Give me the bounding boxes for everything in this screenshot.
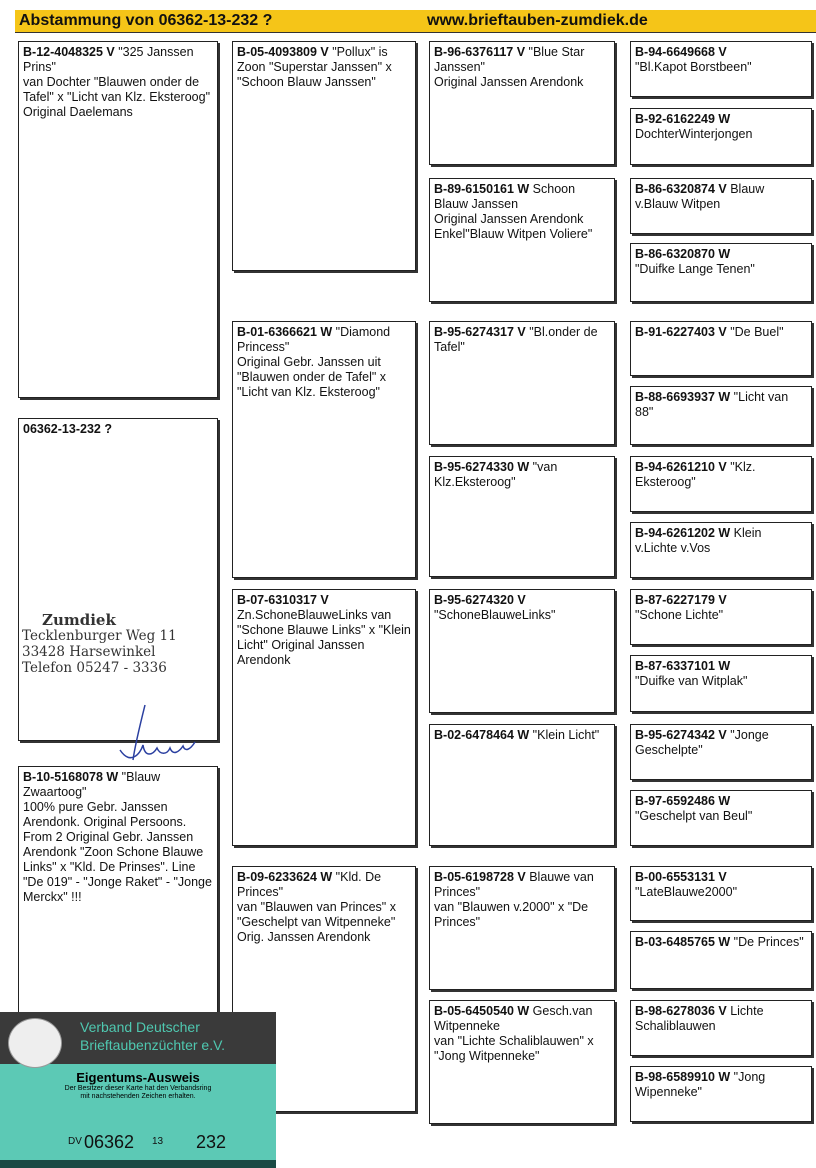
breeder-address	[22, 612, 177, 676]
pedigree-box	[630, 931, 812, 989]
pigeon-description: "SchoneBlauweLinks"	[434, 608, 556, 622]
pigeon-description: "Diamond Princess" Original Gebr. Janssen uit "Blauwen onder de Tafel" x "Licht van Klz. Eksteroog"	[237, 325, 391, 399]
pigeon-description: "van Klz.Eksteroog"	[434, 460, 558, 489]
breeder-street: Tecklenburger Weg 11	[22, 628, 177, 644]
pedigree-box	[630, 243, 812, 302]
card-club: 06362	[84, 1132, 135, 1152]
ring-number: B-95-6274317 V	[434, 325, 526, 339]
pedigree-box	[630, 108, 812, 165]
ring-number: B-02-6478464 W	[434, 728, 530, 742]
breeder-city: 33428 Harsewinkel	[22, 644, 156, 660]
pedigree-box	[429, 866, 615, 990]
ring-number: 06362-13-232 ?	[23, 422, 112, 436]
ring-number: B-12-4048325 V	[23, 45, 115, 59]
pigeon-description: "Duifke van Witplak"	[635, 674, 748, 688]
card-year: 13	[152, 1136, 164, 1147]
pigeon-description: Blauw v.Blauw Witpen	[635, 182, 765, 211]
website-link[interactable]: www.brieftauben-zumdiek.de	[427, 12, 648, 29]
pedigree-box	[630, 724, 812, 780]
breeder-phone: Telefon 05247 - 3336	[22, 660, 167, 676]
pedigree-box	[18, 41, 218, 398]
ring-number: B-94-6261202 W	[635, 526, 731, 540]
pigeon-description: "LateBlauwe2000"	[635, 885, 738, 899]
pedigree-box	[630, 589, 812, 645]
ring-number: B-92-6162249 W	[635, 112, 731, 126]
ring-number: B-05-6450540 W	[434, 1004, 530, 1018]
card-number: 232	[196, 1132, 227, 1152]
pigeon-description: "Licht van 88"	[635, 390, 789, 419]
breeder-name: Zumdiek	[42, 611, 116, 629]
pigeon-description: "Schone Lichte"	[635, 608, 724, 622]
pigeon-description: "Duifke Lange Tenen"	[635, 262, 755, 276]
ring-number: B-95-6274342 V	[635, 728, 727, 742]
ring-number: B-97-6592486 W	[635, 794, 731, 808]
pigeon-description: "Klein Licht"	[529, 728, 600, 742]
pedigree-box	[630, 655, 812, 712]
pigeon-description: "Geschelpt van Beul"	[635, 809, 753, 823]
ring-number: B-10-5168078 W	[23, 770, 119, 784]
pigeon-description: "Blauw Zwaartoog" 100% pure Gebr. Janssen Arendonk. Original Persoons. From 2 Original Gebr. Janssen Arendonk "Zoon Schone Blauwe Links" x "Kld. De Prinses". Line "De 019" - "Jonge Raket" - "Jonge Merckx" !!!	[23, 770, 212, 904]
pigeon-description: "Bl.onder de Tafel"	[434, 325, 598, 354]
ring-number: B-89-6150161 W	[434, 182, 530, 196]
pigeon-description: "Bl.Kapot Borstbeen"	[635, 60, 752, 74]
pedigree-box	[429, 41, 615, 165]
ring-number: B-86-6320870 W	[635, 247, 731, 261]
ring-number: B-09-6233624 W	[237, 870, 333, 884]
pigeon-description: "Jong Wipenneke"	[635, 1070, 766, 1099]
pedigree-box	[232, 589, 416, 846]
pigeon-description: "Kld. De Princes" van "Blauwen van Princes" x "Geschelpt van Witpenneke" Orig. Janssen Arendonk	[237, 870, 396, 944]
pedigree-box	[630, 386, 812, 445]
ring-number: B-96-6376117 V	[434, 45, 526, 59]
pigeon-description: "De Buel"	[726, 325, 784, 339]
ring-number: B-95-6274330 W	[434, 460, 530, 474]
card-subtitle-2: mit nachstehenden Zeichen erhalten.	[80, 1093, 196, 1100]
ring-number: B-86-6320874 V	[635, 182, 727, 196]
pedigree-box	[630, 790, 812, 846]
pigeon-description: "De Princes"	[730, 935, 804, 949]
card-dv: DV	[68, 1136, 82, 1147]
pedigree-box	[630, 41, 812, 97]
ring-number: B-01-6366621 W	[237, 325, 333, 339]
ring-number: B-88-6693937 W	[635, 390, 731, 404]
card-subtitle-1: Der Besitzer dieser Karte hat den Verbandsring	[64, 1085, 212, 1092]
pigeon-description: DochterWinterjongen	[635, 127, 753, 141]
pedigree-box	[630, 522, 812, 578]
pigeon-logo-icon	[8, 1018, 62, 1068]
pigeon-description: "Blue Star Janssen" Original Janssen Arendonk	[434, 45, 585, 89]
ring-number: B-87-6337101 W	[635, 659, 731, 673]
card-title: Eigentums-Ausweis	[76, 1070, 200, 1085]
pedigree-box	[630, 321, 812, 376]
pedigree-box	[630, 1000, 812, 1056]
pedigree-box	[630, 1066, 812, 1122]
pedigree-box	[18, 418, 218, 741]
ring-number: B-87-6227179 V	[635, 593, 727, 607]
ownership-card	[0, 1012, 276, 1168]
page-title: Abstammung von 06362-13-232 ?	[19, 12, 273, 29]
signature	[115, 700, 205, 770]
pedigree-box	[429, 589, 615, 713]
ring-number: B-98-6589910 W	[635, 1070, 731, 1084]
pigeon-description: "Jonge Geschelpte"	[635, 728, 769, 757]
pedigree-box	[429, 456, 615, 577]
pigeon-description: Schoon Blauw Janssen Original Janssen Arendonk Enkel"Blauw Witpen Voliere"	[434, 182, 593, 241]
ring-number: B-00-6553131 V	[635, 870, 727, 884]
pedigree-box	[429, 178, 615, 302]
card-org-line1: Verband Deutscher	[80, 1019, 200, 1035]
ring-number: B-03-6485765 W	[635, 935, 731, 949]
header-bar	[15, 10, 816, 33]
pedigree-box	[232, 321, 416, 578]
pedigree-box	[232, 41, 416, 271]
pedigree-box	[429, 321, 615, 445]
ring-number: B-94-6649668 V	[635, 45, 727, 59]
pedigree-box	[429, 724, 615, 846]
ring-number: B-95-6274320 V	[434, 593, 526, 607]
pedigree-box	[18, 766, 218, 1030]
pigeon-description: Blauwe van Princes" van "Blauwen v.2000" x "De Princes"	[434, 870, 594, 929]
ring-number: B-05-4093809 V	[237, 45, 329, 59]
pigeon-description: Gesch.van Witpenneke van "Lichte Schaliblauwen" x "Jong Witpenneke"	[434, 1004, 594, 1063]
pedigree-box	[429, 1000, 615, 1124]
card-org-line2: Brieftaubenzüchter e.V.	[80, 1037, 226, 1053]
pigeon-description: "Pollux" is Zoon "Superstar Janssen" x "Schoon Blauw Janssen"	[237, 45, 392, 89]
pedigree-box	[630, 866, 812, 921]
pedigree-box	[630, 456, 812, 512]
pigeon-description: "Klz. Eksteroog"	[635, 460, 756, 489]
pigeon-description: Klein v.Lichte v.Vos	[635, 526, 762, 555]
pigeon-description: Zn.SchoneBlauweLinks van "Schone Blauwe Links" x "Klein Licht" Original Janssen Arendonk	[237, 608, 411, 667]
ring-number: B-05-6198728 V	[434, 870, 526, 884]
card-pattern-band	[0, 1160, 276, 1168]
pigeon-description: Lichte Schaliblauwen	[635, 1004, 764, 1033]
ring-number: B-91-6227403 V	[635, 325, 727, 339]
ring-number: B-98-6278036 V	[635, 1004, 727, 1018]
pigeon-description: "325 Janssen Prins" van Dochter "Blauwen onder de Tafel" x "Licht van Klz. Eksteroog" Original Daelemans	[23, 45, 211, 119]
ring-number: B-07-6310317 V	[237, 593, 329, 607]
ring-number: B-94-6261210 V	[635, 460, 727, 474]
pedigree-box	[630, 178, 812, 234]
